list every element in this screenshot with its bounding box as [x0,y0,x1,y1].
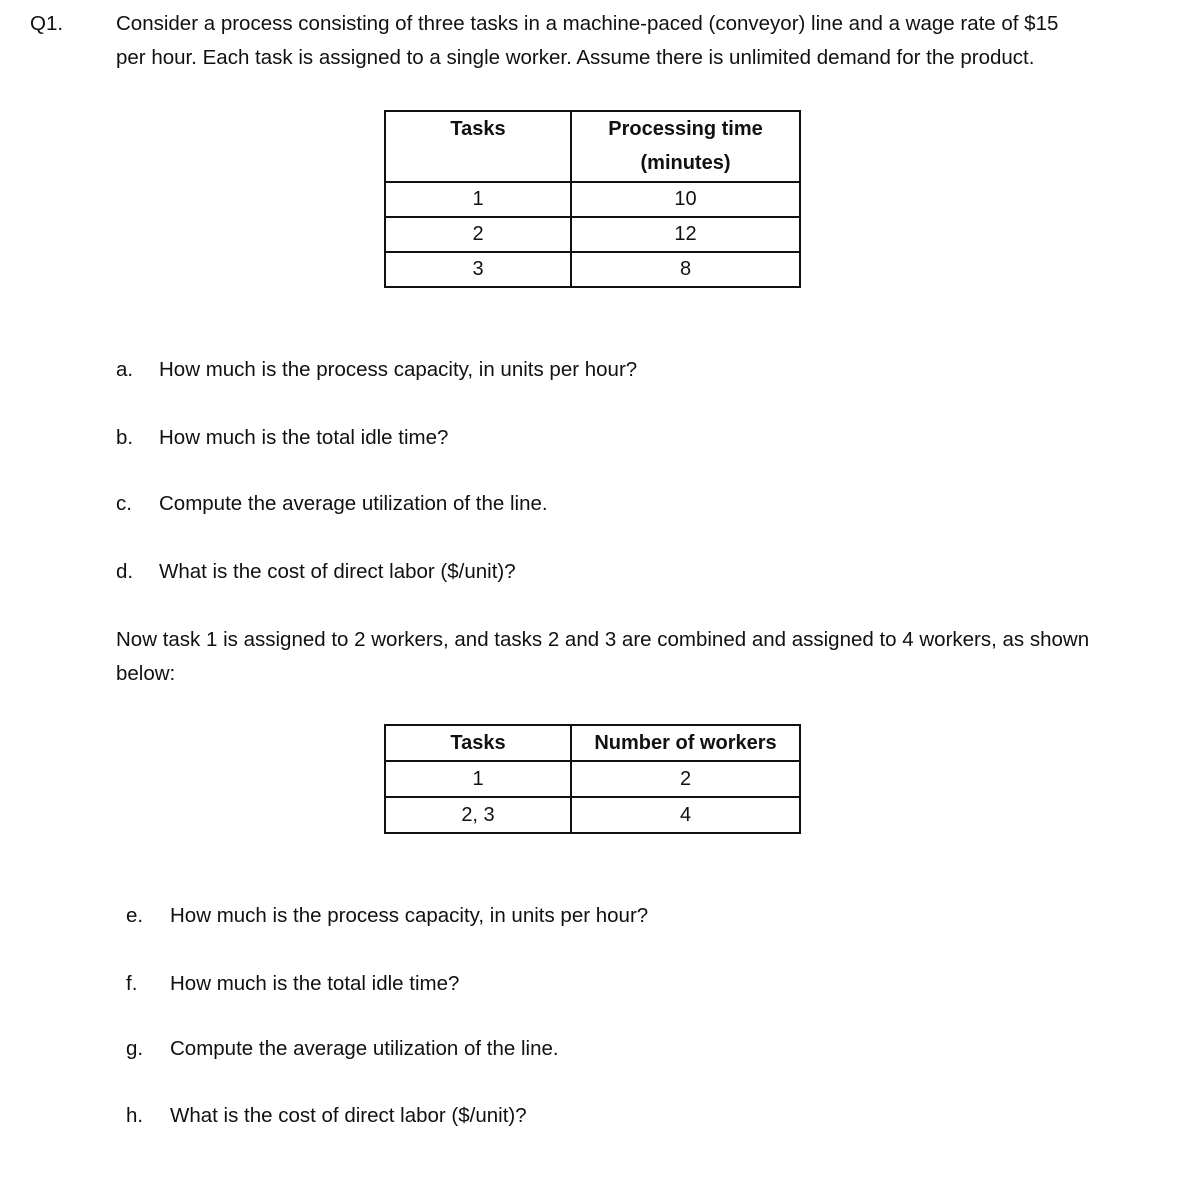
task-cell: 1 [385,182,571,217]
task-cell: 1 [385,761,571,797]
question-d-text: What is the cost of direct labor ($/unit)? [159,560,516,583]
question-g-text: Compute the average utilization of the line. [170,1037,559,1060]
question-e-label: e. [126,904,144,927]
question-a-text: How much is the process capacity, in units per hour? [159,358,638,381]
header-number-of-workers: Number of workers [571,725,800,761]
task-cell: 2 [385,217,571,252]
question-b-text: How much is the total idle time? [159,426,449,449]
workers-table [384,724,801,834]
question-c-label: c. [116,492,132,515]
table-row [385,797,800,833]
question-e-text: How much is the process capacity, in units per hour? [170,904,649,927]
header-tasks: Tasks [385,111,571,182]
task-cell: 2, 3 [385,797,571,833]
question-f-label: f. [126,972,138,995]
task-cell: 3 [385,252,571,287]
question-c-text: Compute the average utilization of the line. [159,492,548,515]
question-h-label: h. [126,1104,144,1127]
processing-time-table [384,110,801,288]
table-header-row [385,725,800,761]
question-number: Q1. [30,12,64,35]
workers-cell: 2 [571,761,800,797]
question-d-label: d. [116,560,134,583]
table-header-row [385,111,800,182]
header-processing-time-line1: Processing time [608,118,763,140]
time-cell: 12 [571,217,800,252]
question-h-text: What is the cost of direct labor ($/unit)? [170,1104,527,1127]
header-tasks: Tasks [385,725,571,761]
table-row [385,217,800,252]
transition-line-2: below: [116,662,176,685]
header-processing-time-line2: (minutes) [640,152,731,174]
question-g-label: g. [126,1037,144,1060]
intro-line-1: Consider a process consisting of three tasks in a machine-paced (conveyor) line and a wage rate of $15 [116,12,1059,35]
workers-cell: 4 [571,797,800,833]
time-cell: 8 [571,252,800,287]
question-f-text: How much is the total idle time? [170,972,460,995]
question-b-label: b. [116,426,134,449]
table-row [385,761,800,797]
intro-line-2: per hour. Each task is assigned to a single worker. Assume there is unlimited demand for the product. [116,46,1035,69]
question-a-label: a. [116,358,134,381]
table-row [385,182,800,217]
header-processing-time [571,111,800,182]
transition-line-1: Now task 1 is assigned to 2 workers, and tasks 2 and 3 are combined and assigned to 4 workers, as shown [116,628,1090,651]
time-cell: 10 [571,182,800,217]
table-row [385,252,800,287]
